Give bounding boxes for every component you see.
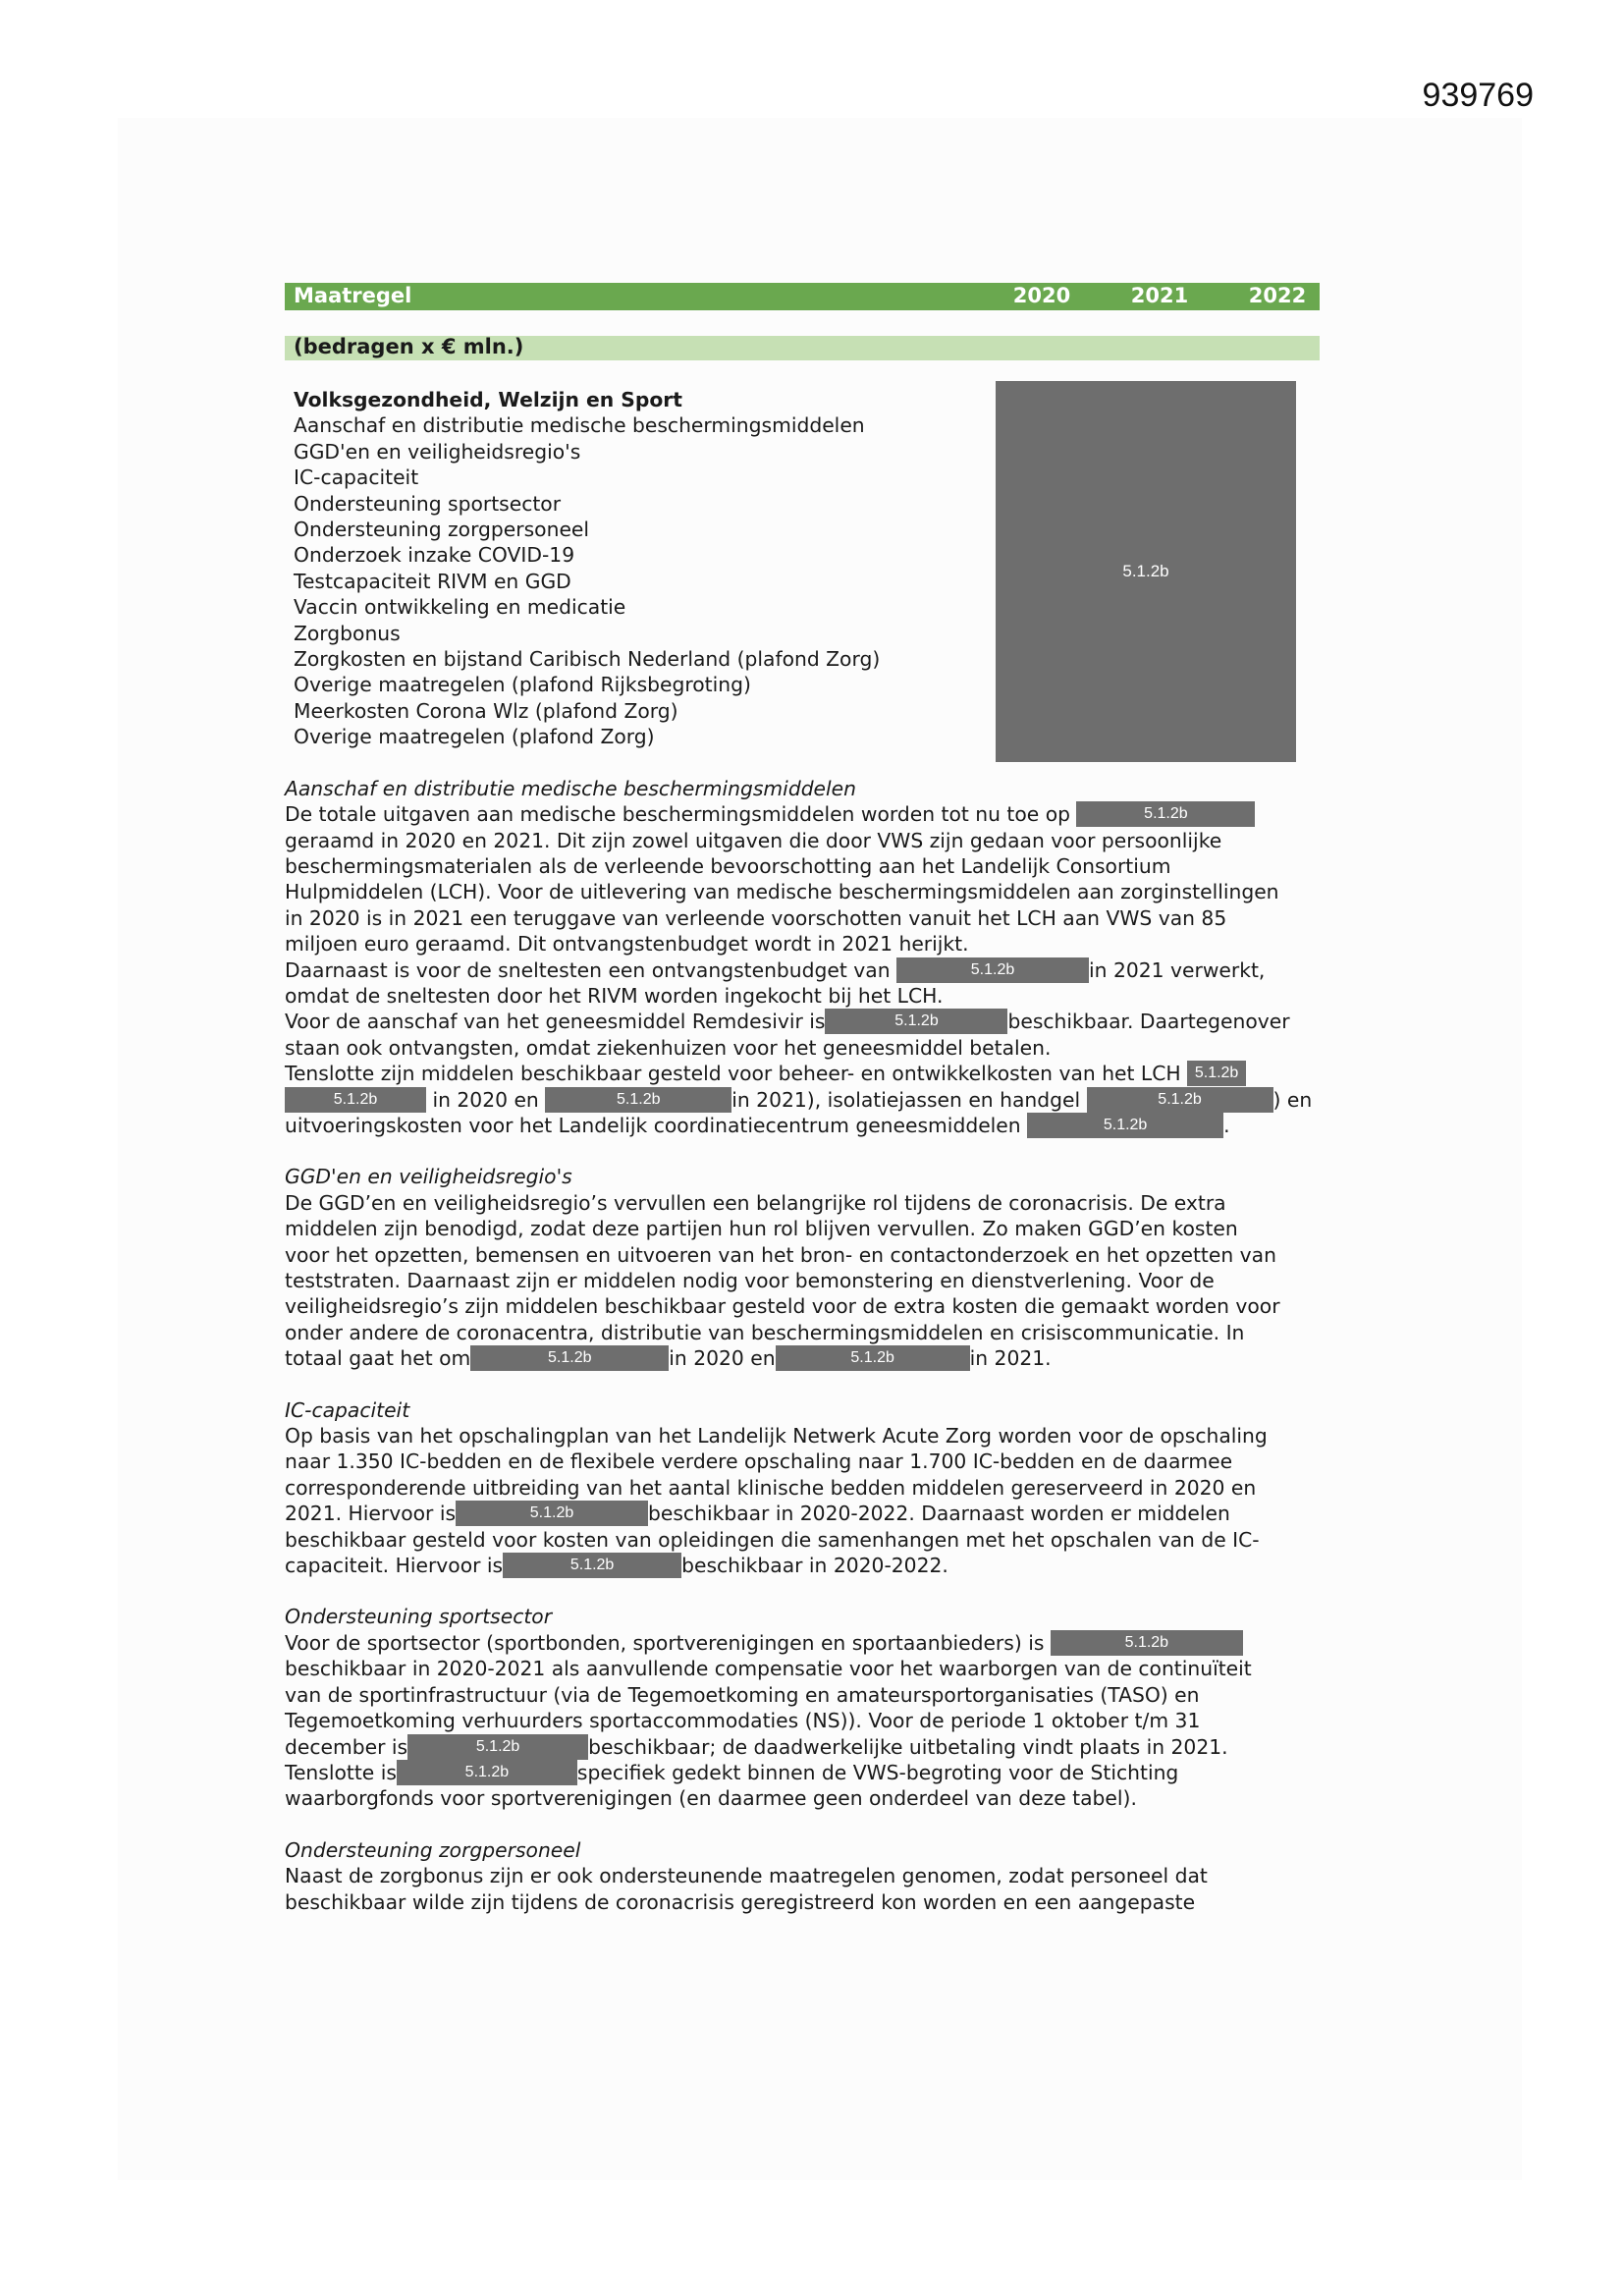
paragraph-line: 2021. Hiervoor is 5.1.2b beschikbaar in 2020-2022. Daarnaast worden er middelen xyxy=(285,1502,1230,1526)
redaction-box: 5.1.2b xyxy=(285,1087,426,1113)
section-ic-capaciteit xyxy=(285,1397,1355,1579)
paragraph-line: staan ook ontvangsten, omdat ziekenhuizen voor het geneesmiddel betalen. xyxy=(285,1035,1052,1060)
paragraph-line: beschermingsmaterialen als de verleende bevoorschotting aan het Landelijk Consortium xyxy=(285,853,1171,878)
paragraph-line: Naast de zorgbonus zijn er ook ondersteunende maatregelen genomen, zodat personeel dat xyxy=(285,1864,1208,1888)
measure-row: Ondersteuning sportsector xyxy=(294,491,562,516)
redaction-box: 5.1.2b xyxy=(397,1760,577,1785)
section-title: GGD'en en veiligheidsregio's xyxy=(285,1165,572,1189)
year-2021: 2021 xyxy=(1130,284,1189,307)
paragraph-line: Daarnaast is voor de sneltesten een ontvangstenbudget van 5.1.2b in 2021 verwerkt, xyxy=(285,957,1266,982)
paragraph-line: De totale uitgaven aan medische beschermingsmiddelen worden tot nu toe op 5.1.2b xyxy=(285,801,1355,827)
redaction-box: 5.1.2b xyxy=(825,1009,1007,1034)
redaction-box: 5.1.2b xyxy=(1087,1087,1273,1113)
year-2020: 2020 xyxy=(1012,284,1071,307)
redaction-box: 5.1.2b xyxy=(776,1345,970,1371)
section-title: IC-capaciteit xyxy=(285,1397,410,1422)
measure-row: Zorgkosten en bijstand Caribisch Nederland (plafond Zorg) xyxy=(294,647,881,672)
paragraph-line: capaciteit. Hiervoor is 5.1.2b beschikbaar in 2020-2022. xyxy=(285,1554,948,1578)
paragraph-line: december is 5.1.2b beschikbaar; de daadwerkelijke uitbetaling vindt plaats in 2021. xyxy=(285,1734,1228,1759)
paragraph-line: veiligheidsregio’s zijn middelen beschikbaar gesteld voor de extra kosten die gemaakt worden voor xyxy=(285,1294,1280,1319)
measure-row: IC-capaciteit xyxy=(294,465,419,490)
paragraph-line: 5.1.2b in 2020 en 5.1.2b in 2021), isolatiejassen en handgel 5.1.2b ) en xyxy=(285,1087,1355,1113)
header-label: Maatregel xyxy=(294,284,412,307)
document-number: 939769 xyxy=(1422,77,1534,114)
paragraph-line: waarborgfonds voor sportverenigingen (en daarmee geen onderdeel van deze tabel). xyxy=(285,1786,1137,1811)
measure-row: Vaccin ontwikkeling en medicatie xyxy=(294,595,626,620)
paragraph-line: Tenslotte zijn middelen beschikbaar gesteld voor beheer- en ontwikkelkosten van het LCH 5.1.2b xyxy=(285,1061,1355,1086)
section-zorgpersoneel xyxy=(285,1837,1355,1915)
measures-category: Volksgezondheid, Welzijn en Sport xyxy=(294,388,682,411)
paragraph-line: geraamd in 2020 en 2021. Dit zijn zowel uitgaven die door VWS zijn gedaan voor persoonlijke xyxy=(285,828,1222,852)
redaction-box: 5.1.2b xyxy=(1076,801,1255,827)
paragraph-line: voor het opzetten, bemensen en uitvoeren van het bron- en contactonderzoek en het opzetten van xyxy=(285,1242,1276,1267)
paragraph-line: in 2020 is in 2021 een teruggave van verleende voorschotten vanuit het LCH aan VWS van 85 xyxy=(285,905,1227,930)
redaction-box: 5.1.2b xyxy=(503,1553,681,1578)
redaction-box: 5.1.2b xyxy=(1051,1630,1243,1656)
measure-row: Ondersteuning zorgpersoneel xyxy=(294,518,590,542)
unit-label: (bedragen x € mln.) xyxy=(294,335,524,358)
paragraph-line: Hulpmiddelen (LCH). Voor de uitlevering van medische beschermingsmiddelen aan zorginstellingen xyxy=(285,880,1279,904)
redaction-code: 5.1.2b xyxy=(1122,562,1169,580)
paragraph-line: De GGD’en en veiligheidsregio’s vervullen een belangrijke rol tijdens de coronacrisis. De extra xyxy=(285,1190,1226,1215)
section-title: Aanschaf en distributie medische beschermingsmiddelen xyxy=(285,776,857,800)
section-title: Ondersteuning sportsector xyxy=(285,1605,553,1629)
paragraph-line: Tenslotte is 5.1.2b specifiek gedekt binnen de VWS-begroting voor de Stichting xyxy=(285,1760,1179,1784)
paragraph-line: miljoen euro geraamd. Dit ontvangstenbudget wordt in 2021 herijkt. xyxy=(285,932,969,957)
section-beschermingsmiddelen xyxy=(285,776,1355,1139)
paragraph-line: Tegemoetkoming verhuurders sportaccommodaties (NS)). Voor de periode 1 oktober t/m 31 xyxy=(285,1709,1201,1733)
paragraph-line: onder andere de coronacentra, distributie van beschermingsmiddelen en crisiscommunicatie. In xyxy=(285,1320,1245,1344)
section-sportsector xyxy=(285,1604,1355,1811)
paragraph-line: uitvoeringskosten voor het Landelijk coordinatiecentrum geneesmiddelen 5.1.2b . xyxy=(285,1113,1230,1137)
redaction-box: 5.1.2b xyxy=(407,1734,588,1760)
paragraph-line: naar 1.350 IC-bedden en de flexibele verdere opschaling naar 1.700 IC-bedden en de daarmee xyxy=(285,1449,1233,1474)
measure-row: Zorgbonus xyxy=(294,621,401,645)
redaction-box: 5.1.2b xyxy=(1027,1113,1223,1138)
table-header-bar xyxy=(285,283,1320,310)
measure-row: Meerkosten Corona Wlz (plafond Zorg) xyxy=(294,698,678,723)
redaction-box: 5.1.2b xyxy=(1187,1061,1246,1086)
year-2022: 2022 xyxy=(1248,284,1307,307)
paragraph-line: teststraten. Daarnaast zijn er middelen nodig voor bemonstering en dienstverlening. Voor de xyxy=(285,1269,1215,1292)
unit-bar xyxy=(285,336,1320,360)
measure-row: GGD'en en veiligheidsregio's xyxy=(294,439,581,464)
section-ggd-veiligheidsregios xyxy=(285,1164,1355,1371)
section-title: Ondersteuning zorgpersoneel xyxy=(285,1837,581,1862)
paragraph-line: beschikbaar wilde zijn tijdens de coronacrisis geregistreerd kon worden en een aangepaste xyxy=(285,1889,1196,1914)
paragraph-line: middelen zijn benodigd, zodat deze partijen hun rol blijven vervullen. Zo maken GGD’en kosten xyxy=(285,1217,1238,1241)
redaction-box: 5.1.2b xyxy=(545,1087,731,1113)
redaction-box: 5.1.2b xyxy=(456,1501,648,1526)
paragraph-line: corresponderende uitbreiding van het aantal klinische bedden middelen gereserveerd in 2020 en xyxy=(285,1475,1257,1500)
measure-row: Testcapaciteit RIVM en GGD xyxy=(294,569,571,593)
paragraph-line: Voor de sportsector (sportbonden, sportverenigingen en sportaanbieders) is 5.1.2b xyxy=(285,1630,1355,1656)
paragraph-line: totaal gaat het om 5.1.2b in 2020 en 5.1.2b in 2021. xyxy=(285,1346,1052,1371)
measure-row: Onderzoek inzake COVID-19 xyxy=(294,543,575,568)
measure-row: Overige maatregelen (plafond Zorg) xyxy=(294,725,655,749)
paragraph-line: Voor de aanschaf van het geneesmiddel Remdesivir is 5.1.2b beschikbaar. Daartegenover xyxy=(285,1010,1290,1034)
paragraph-line: omdat de sneltesten door het RIVM worden ingekocht bij het LCH. xyxy=(285,983,944,1008)
paragraph-line: beschikbaar in 2020-2021 als aanvullende compensatie voor het waarborgen van de continuïteit xyxy=(285,1657,1252,1681)
paragraph-line: Op basis van het opschalingplan van het Landelijk Netwerk Acute Zorg worden voor de opschaling xyxy=(285,1424,1268,1449)
redaction-box: 5.1.2b xyxy=(896,957,1089,983)
redaction-box: 5.1.2b xyxy=(470,1345,669,1371)
measures-list xyxy=(285,387,1355,750)
paragraph-line: van de sportinfrastructuur (via de Tegemoetkoming en amateursportorganisaties (TASO) en xyxy=(285,1682,1200,1707)
measure-row: Overige maatregelen (plafond Rijksbegroting) xyxy=(294,673,751,697)
document-content xyxy=(285,387,1355,1915)
paragraph-line: beschikbaar gesteld voor kosten van opleidingen die samenhangen met het opschalen van de IC- xyxy=(285,1527,1260,1552)
measure-row: Aanschaf en distributie medische beschermingsmiddelen xyxy=(294,413,865,438)
